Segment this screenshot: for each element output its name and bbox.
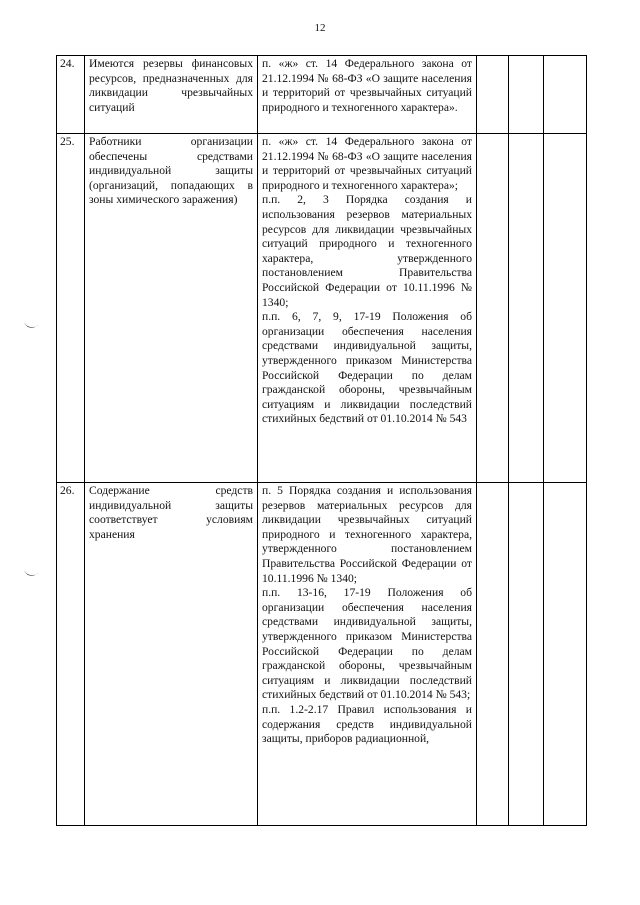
checklist-table (56, 55, 587, 826)
table-row (57, 56, 587, 134)
row-number: 26. (57, 483, 85, 826)
table-row (57, 483, 587, 826)
requirement-cell: Имеются резервы финансовых ресурсов, предназначенных для ликвидации чрезвычайных ситуаций (85, 56, 258, 134)
legal-basis-cell (258, 134, 477, 483)
note-cell (544, 483, 587, 826)
row-number: 25. (57, 134, 85, 483)
legal-basis-text: п.п. 1.2-2.17 Правил использования и содержания средств индивидуальной защиты, приборов радиационной, (262, 702, 472, 746)
note-cell (544, 56, 587, 134)
answer-yes-cell (477, 483, 509, 826)
table-row (57, 134, 587, 483)
punch-hole-mark (22, 566, 40, 578)
legal-basis-text: п. 5 Порядка создания и использования резервов материальных ресурсов для ликвидации чрезвычайных ситуаций природного и техногенного характера, утвержденного постановлением Правительства Российской Федерации от 10.11.1996 № 1340; (262, 484, 472, 585)
legal-basis-cell (258, 483, 477, 826)
requirement-cell: Работники организации обеспечены средствами индивидуальной защиты (организаций, попадающих в зоны химического заражения) (85, 134, 258, 483)
row-number: 24. (57, 56, 85, 134)
legal-basis-text: п. «ж» ст. 14 Федерального закона от 21.12.1994 № 68-ФЗ «О защите населения и территорий от чрезвычайных ситуаций природного и техногенного характера»; (262, 135, 472, 192)
answer-yes-cell (477, 134, 509, 483)
legal-basis-text: п.п. 13-16, 17-19 Положения об организации обеспечения населения средствами индивидуальной защиты, утвержденного приказом Министерства Российской Федерации по делам гражданской обороны, чрезвычайным ситуациям и ликвидации последствий стихийных бедствий от 01.10.2014 № 543; (262, 586, 472, 702)
punch-hole-mark (22, 318, 40, 330)
legal-basis-cell (258, 56, 477, 134)
legal-basis-text: п.п. 6, 7, 9, 17-19 Положения об организации обеспечения населения средствами индивидуальной защиты, утвержденного приказом Министерства Российской Федерации по делам гражданской обороны, чрезвычайным ситуациям и ликвидации последствий стихийных бедствий от 01.10.2014 № 543 (262, 310, 472, 426)
requirement-cell: Содержание средств индивидуальной защиты соответствует условиям хранения (85, 483, 258, 826)
answer-no-cell (509, 56, 544, 134)
legal-basis-text: п. «ж» ст. 14 Федерального закона от 21.12.1994 № 68-ФЗ «О защите населения и территорий от чрезвычайных ситуаций природного и техногенного характера». (262, 57, 472, 114)
note-cell (544, 134, 587, 483)
legal-basis-text: п.п. 2, 3 Порядка создания и использования резервов материальных ресурсов для ликвидации чрезвычайных ситуаций природного и техногенного характера, утвержденного постановлением Правительства Российской Федерации от 10.11.1996 № 1340; (262, 193, 472, 309)
answer-yes-cell (477, 56, 509, 134)
answer-no-cell (509, 134, 544, 483)
page-number: 12 (314, 22, 326, 34)
answer-no-cell (509, 483, 544, 826)
